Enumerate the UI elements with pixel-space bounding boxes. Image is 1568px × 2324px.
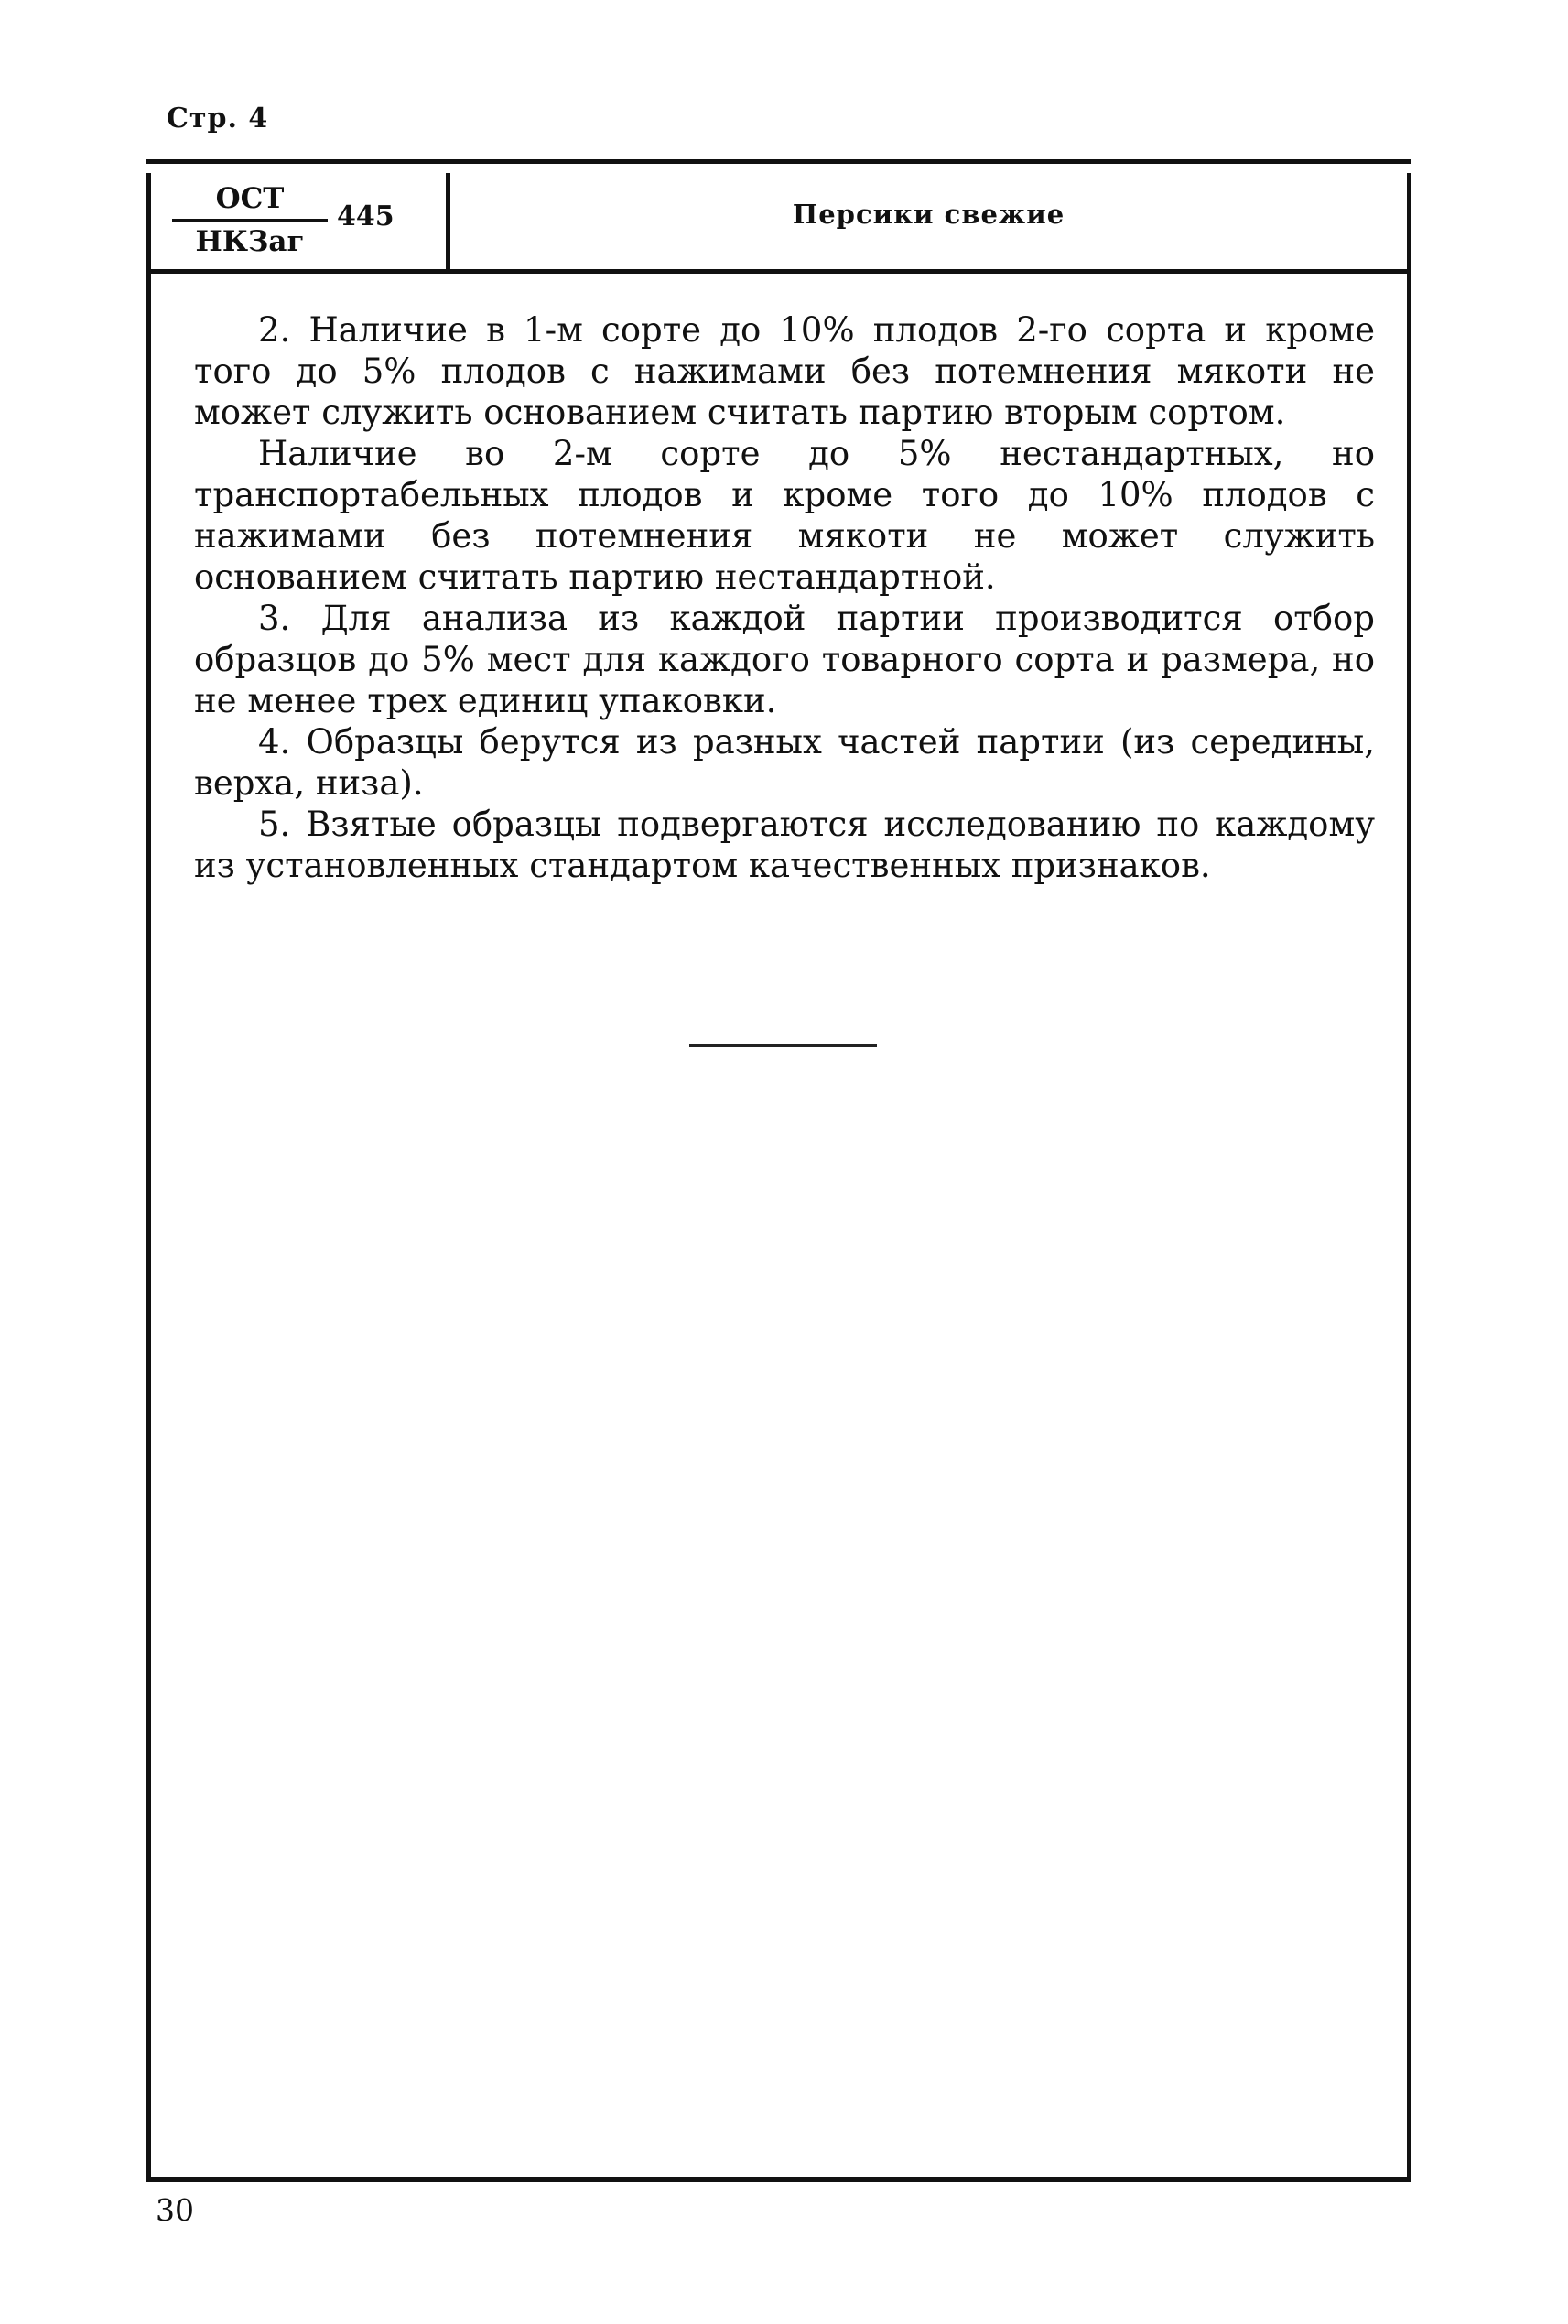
paragraph: 3. Для анализа из каждой партии производится отбор образцов до 5% мест для каждого товарного сорта и размера, но не менее трех единиц упаковки.: [194, 599, 1375, 720]
paragraph: 4. Образцы берутся из разных частей партии (из середины, верха, низа).: [194, 722, 1375, 803]
frame-header-rule: [146, 269, 1411, 274]
frame-left-border: [146, 269, 151, 2182]
ost-top-label: ОСТ: [215, 182, 285, 215]
ost-number: 445: [337, 200, 395, 232]
page-number: 30: [156, 2192, 194, 2228]
frame-bottom-rule: [146, 2177, 1411, 2182]
ost-fraction-line: [172, 219, 328, 222]
frame-top-rule: [146, 159, 1411, 164]
body-text: [194, 309, 1375, 886]
paragraph: 2. Наличие в 1-м сорте до 10% плодов 2-го сорта и кроме того до 5% плодов с нажимами без потемнения мякоти не может служить основанием считать партию вторым сортом.: [194, 310, 1375, 432]
header-right-border: [1407, 173, 1411, 271]
paragraph: Наличие во 2-м сорте до 5% нестандартных, но транспортабельных плодов и кроме того до 10% плодов с нажимами без потемнения мякоти не может служить основанием считать партию нестандартной.: [194, 434, 1375, 597]
ost-designation: [172, 180, 328, 260]
standard-title: Персики свежие: [792, 199, 1065, 230]
header-left-border: [146, 173, 151, 271]
paragraph: 5. Взятые образцы подвергаются исследованию по каждому из установленных стандартом качественных признаков.: [194, 805, 1375, 885]
standard-header: [146, 173, 1411, 269]
ost-bottom-label: НКЗаг: [195, 225, 305, 258]
frame-right-border: [1407, 269, 1411, 2182]
page-label: Стр. 4: [167, 103, 269, 135]
end-rule: [689, 1044, 877, 1047]
